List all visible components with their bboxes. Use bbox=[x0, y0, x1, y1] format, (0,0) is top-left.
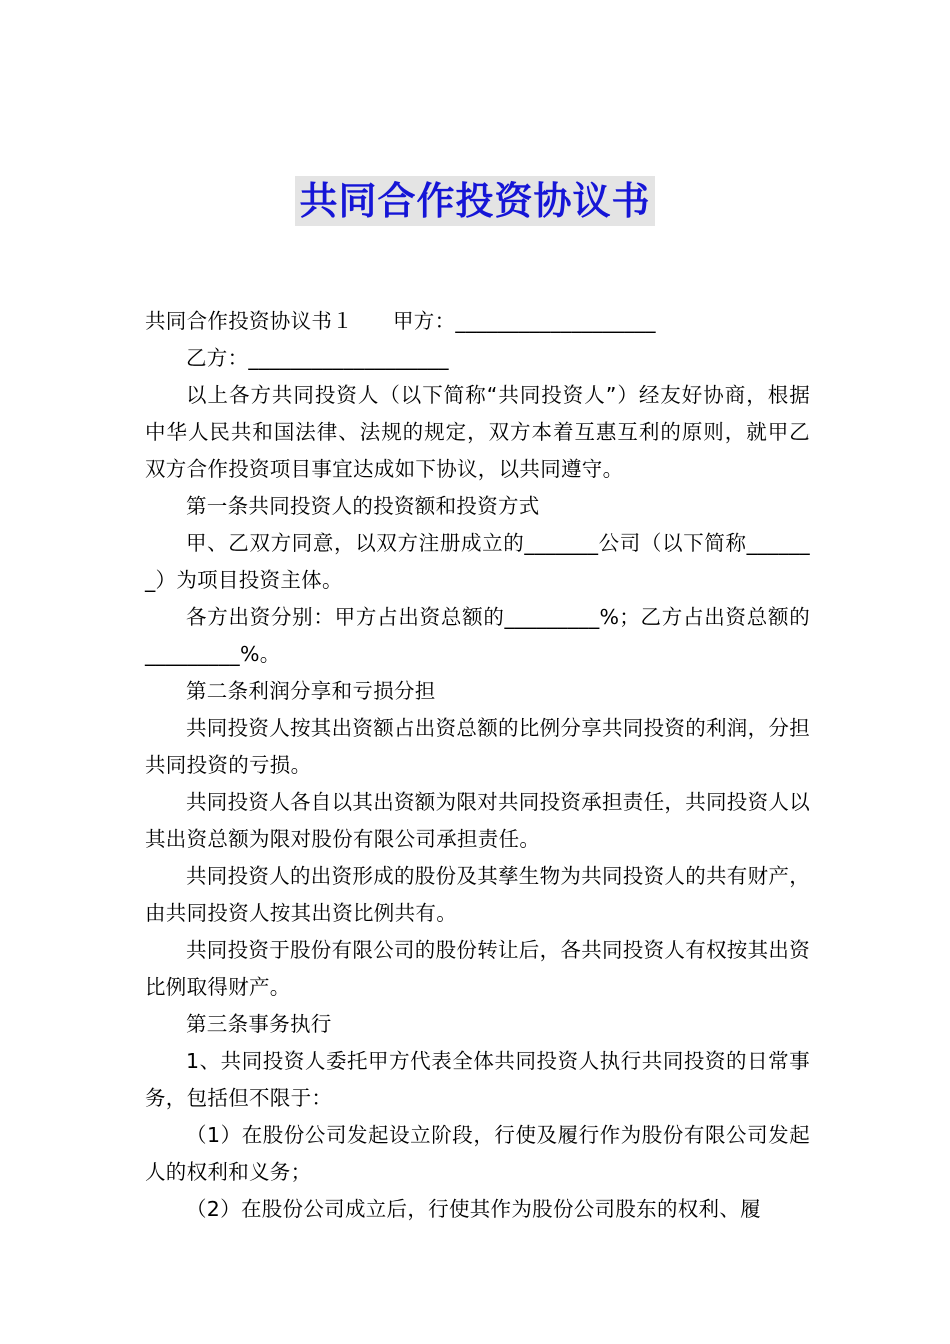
paragraph: 共同投资于股份有限公司的股份转让后，各共同投资人有权按其出资比例取得财产。 bbox=[145, 938, 810, 999]
document-title: 共同合作投资协议书 bbox=[295, 176, 654, 226]
article-2-heading: 第二条利润分享和亏损分担 bbox=[186, 679, 436, 703]
paragraph: 甲、乙双方同意，以双方注册成立的_______公司（以下简称_______）为项目投资主体。 bbox=[145, 531, 810, 592]
article-1-heading: 第一条共同投资人的投资额和投资方式 bbox=[186, 494, 540, 518]
paragraph: （2）在股份公司成立后，行使其作为股份公司股东的权利、履 bbox=[186, 1197, 761, 1221]
paragraph: 共同投资人的出资形成的股份及其孳生物为共同投资人的共有财产，由共同投资人按其出资比例共有。 bbox=[145, 864, 810, 925]
document-body bbox=[145, 303, 810, 1228]
title-block bbox=[0, 176, 950, 226]
paragraph: 1、共同投资人委托甲方代表全体共同投资人执行共同投资的日常事务，包括但不限于： bbox=[145, 1049, 810, 1110]
party-b-line: 乙方：___________________ bbox=[186, 346, 449, 370]
paragraph-intro: 以上各方共同投资人（以下简称“共同投资人”）经友好协商，根据中华人民共和国法律、法规的规定，双方本着互惠互利的原则，就甲乙双方合作投资项目事宜达成如下协议，以共同遵守。 bbox=[145, 383, 810, 481]
paragraph: 各方出资分别：甲方占出资总额的_________%；乙方占出资总额的_________%。 bbox=[145, 605, 810, 666]
header-line bbox=[145, 303, 810, 340]
paragraph: 共同投资人按其出资额占出资总额的比例分享共同投资的利润，分担共同投资的亏损。 bbox=[145, 716, 810, 777]
header-left-text: 共同合作投资协议书１ bbox=[145, 309, 353, 333]
article-3-heading: 第三条事务执行 bbox=[186, 1012, 332, 1036]
paragraph: （1）在股份公司发起设立阶段，行使及履行作为股份有限公司发起人的权利和义务； bbox=[145, 1123, 810, 1184]
party-a-line: 甲方：___________________ bbox=[393, 309, 656, 333]
paragraph: 共同投资人各自以其出资额为限对共同投资承担责任，共同投资人以其出资总额为限对股份有限公司承担责任。 bbox=[145, 790, 810, 851]
